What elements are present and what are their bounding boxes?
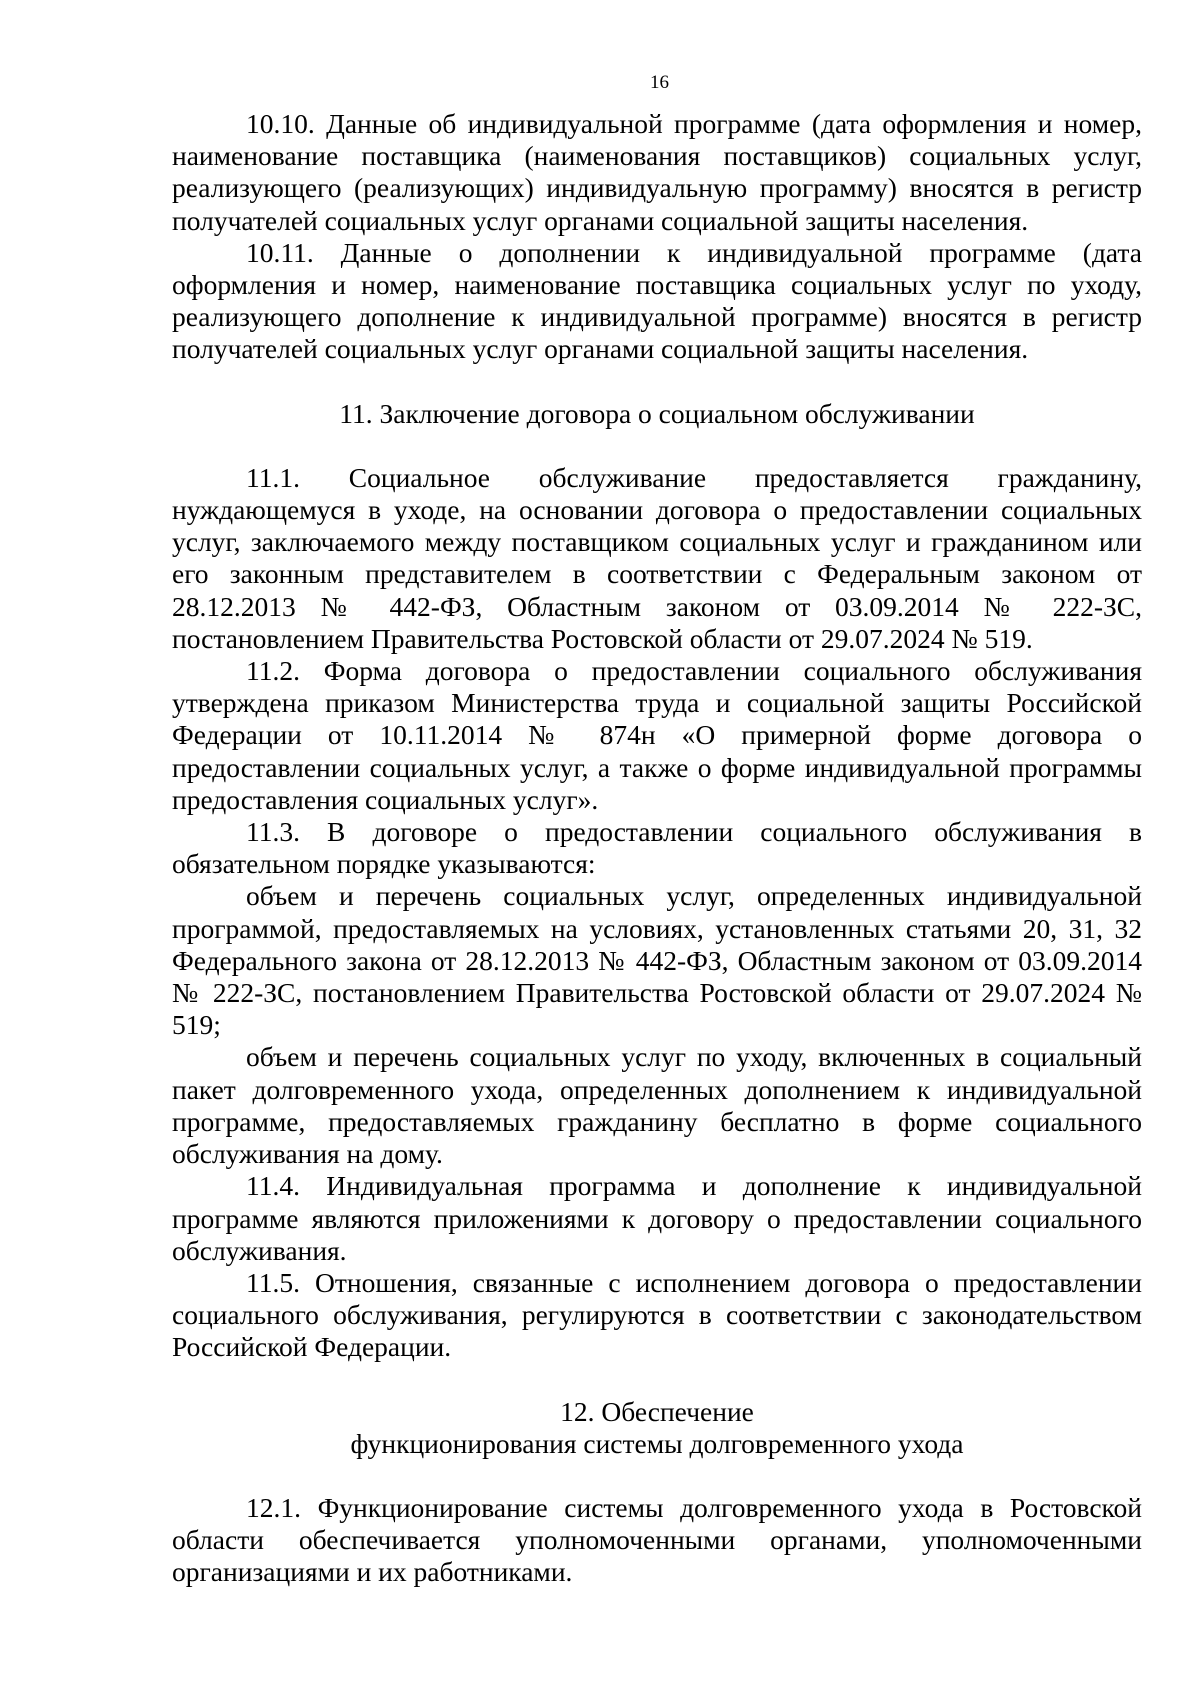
section-12-heading-line-1: 12. Обеспечение [560, 1395, 754, 1427]
paragraph-11-2: 11.2. Форма договора о предоставлении социального обслуживания утверждена приказом Министерства труда и социальной защиты Российской Федерации от 10.11.2014 № 874н «О примерной форме договора о предоставлении социальных услуг, а также о форме индивидуальной программы предоставления социальных услуг». [172, 655, 1142, 815]
paragraph-11-3: 11.3. В договоре о предоставлении социального обслуживания в обязательном порядке указываются: [172, 816, 1142, 880]
section-12-heading [172, 1396, 1142, 1460]
paragraph-11-1: 11.1. Социальное обслуживание предоставляется гражданину, нуждающемуся в уходе, на основании договора о предоставлении социальных услуг, заключаемого между поставщиком социальных услуг и гражданином или его законным представителем в соответствии с Федеральным законом от 28.12.2013 № 442-ФЗ, Областным законом от 03.09.2014 № 222-ЗС, постановлением Правительства Ростовской области от 29.07.2024 № 519. [172, 461, 1142, 654]
section-11-heading: 11. Заключение договора о социальном обслуживании [339, 397, 975, 429]
paragraph-12-1: 12.1. Функционирование системы долговременного ухода в Ростовской области обеспечивается уполномоченными органами, уполномоченными организациями и их работниками. [172, 1491, 1142, 1588]
paragraph-11-3-item-2: объем и перечень социальных услуг по уходу, включенных в социальный пакет долговременного ухода, определенных дополнением к индивидуальной программе, предоставляемых гражданину бесплатно в форме социального обслуживания на дому. [172, 1041, 1142, 1170]
page-number: 16 [650, 72, 669, 93]
paragraph-11-3-item-1: объем и перечень социальных услуг, определенных индивидуальной программой, предоставляемых на условиях, установленных статьями 20, 31, 32 Федерального закона от 28.12.2013 № 442-ФЗ, Областным законом от 03.09.2014 № 222-ЗС, постановлением Правительства Ростовской области от 29.07.2024 № 519; [172, 880, 1142, 1041]
paragraph-10-10: 10.10. Данные об индивидуальной программе (дата оформления и номер, наименование поставщика (наименования поставщиков) социальных услуг, реализующего (реализующих) индивидуальную программу) вносятся в регистр получателей социальных услуг органами социальной защиты населения. [172, 108, 1142, 236]
paragraph-11-4: 11.4. Индивидуальная программа и дополнение к индивидуальной программе являются приложениями к договору о предоставлении социального обслуживания. [172, 1170, 1142, 1266]
paragraph-10-11: 10.11. Данные о дополнении к индивидуальной программе (дата оформления и номер, наименование поставщика социальных услуг по уходу, реализующего дополнение к индивидуальной программе) вносятся в регистр получателей социальных услуг органами социальной защиты населения. [172, 236, 1142, 365]
paragraph-11-5: 11.5. Отношения, связанные с исполнением договора о предоставлении социального обслуживания, регулируются в соответствии с законодательством Российской Федерации. [172, 1266, 1142, 1363]
document-page [172, 70, 1142, 1589]
section-12-heading-line-2: функционирования системы долговременного ухода [350, 1427, 964, 1459]
